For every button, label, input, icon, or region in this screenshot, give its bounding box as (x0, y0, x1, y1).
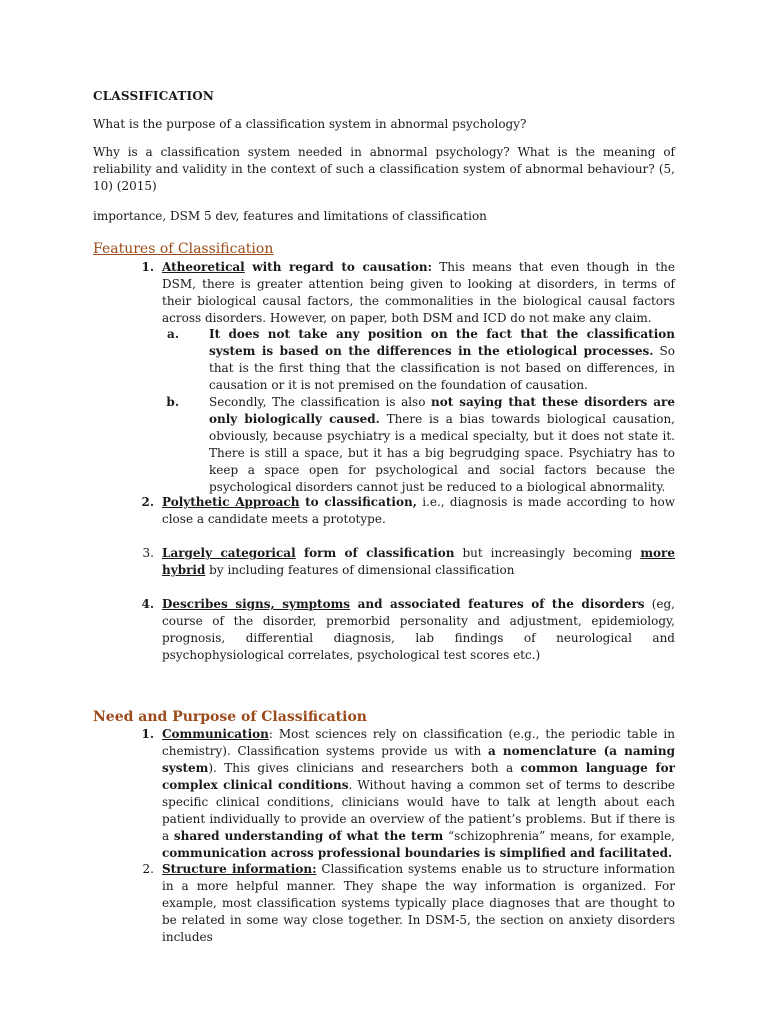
item-body: Secondly, The classification is also (209, 395, 432, 409)
term-atheoretical: Atheoretical (162, 260, 245, 274)
list-item-text (162, 494, 675, 528)
list-number: 4. (141, 597, 154, 611)
term-categorical: Largely categorical (162, 546, 296, 560)
sub-list-item (162, 326, 675, 394)
section-heading-features: Features of Classification (93, 241, 274, 257)
section-heading-need: Need and Purpose of Classification (93, 709, 367, 725)
list-number: 1. (141, 260, 154, 274)
sub-list-item (162, 394, 675, 496)
sub-list-letter: b. (166, 395, 179, 409)
list-item (138, 726, 675, 862)
emphasis: common language for complex clinical conditions (162, 761, 675, 792)
list-item-text (162, 259, 675, 327)
question-1: What is the purpose of a classification system in abnormal psychology? (93, 117, 527, 131)
list-number: 1. (141, 727, 154, 741)
item-body: diagnosis is made according to how close a candidate meets a prototype. (162, 495, 676, 526)
list-item (138, 861, 675, 946)
topics-line: importance, DSM 5 dev, features and limitations of classification (93, 209, 487, 223)
list-item (138, 494, 675, 528)
item-body: Classification systems enable us to structure information in a more helpful manner. They shape the way information is organized. For example, most classification systems typically place diagnoses that are thought to be related in some way close together. In DSM-5, the section on anxiety disorders includes (162, 862, 675, 944)
list-number: 3. (142, 546, 154, 560)
item-body: by including features of dimensional classification (205, 563, 515, 577)
list-item-text (162, 726, 675, 862)
sub-item-text (209, 394, 675, 496)
list-item-text (162, 861, 675, 946)
sub-item-text (209, 326, 675, 394)
list-item-text (162, 545, 675, 579)
list-item-text (162, 596, 675, 664)
emphasis: not saying that these disorders are only biologically caused. (209, 395, 675, 426)
document-title: CLASSIFICATION (93, 89, 215, 103)
term-signs-symptoms: Describes signs, symptoms (162, 597, 351, 611)
item-body: but increasingly becoming (454, 546, 641, 560)
item-body: ). This gives clinicians and researchers both a (208, 761, 521, 775)
item-body: There is a bias towards biological causation, obviously, because psychiatry is a medical specialty, but it does not state it. There is still a space, but it has a big begrudging space. Psychiatry has to keep a space open for psychological and social factors because the psychological disorders cannot just be reduced to a biological abnormality. (209, 412, 675, 494)
term-polythetic: Polythetic Approach (162, 495, 300, 509)
list-number: 2. (142, 862, 154, 876)
list-item (138, 259, 675, 327)
list-number: 2. (141, 495, 154, 509)
term-suffix: form of classification (295, 546, 455, 560)
sub-list-letter: a. (167, 327, 179, 341)
emphasis: It does not take any position on the fact that the classification system is based on the differences in the etiological processes. (209, 327, 675, 358)
item-body: So that is the first thing that the classification is not based on differences, in causation or it is not premised on the foundation of causation. (209, 344, 675, 392)
item-body: i.e., (416, 495, 445, 509)
term-structure-information: Structure information: (162, 862, 317, 876)
term-communication: Communication (162, 727, 269, 741)
term-suffix: and associated features of the disorders (350, 597, 645, 611)
item-body: (eg, course of the disorder, premorbid personality and adjustment, epidemiology, prognosis, differential diagnosis, lab findings of neurological and psychophysiological correlates, psychological test scores etc.) (162, 597, 675, 662)
list-item (138, 545, 675, 579)
term-suffix: with regard to causation: (244, 260, 433, 274)
emphasis: communication across professional boundaries is simplified and facilitated. (162, 846, 673, 860)
item-body: . Without having a common set of terms to describe specific clinical conditions, clinicians would have to talk at length about each patient individually to provide an overview of the patient’s problems. But if there is a (162, 778, 675, 843)
term-suffix: to classification, (299, 495, 417, 509)
emphasis: shared understanding of what the term (173, 829, 444, 843)
item-body: “schizophrenia” means, for example, (443, 829, 675, 843)
term-hybrid: more hybrid (162, 546, 675, 577)
list-item (138, 596, 675, 664)
question-2: Why is a classification system needed in abnormal psychology? What is the meaning of reliability and validity in the context of such a classification system of abnormal behaviour? (5, 10) (2015) (93, 145, 675, 193)
emphasis: a nomenclature (a naming system (162, 744, 675, 775)
item-body: This means that even though in the DSM, there is greater attention being given to looking at disorders, in terms of their biological causal factors, the commonalities in the biological causal factors across disorders. However, on paper, both DSM and ICD do not make any claim. (162, 260, 675, 325)
item-body: : Most sciences rely on classification (e.g., the periodic table in chemistry). Classification systems provide us with (162, 727, 675, 758)
